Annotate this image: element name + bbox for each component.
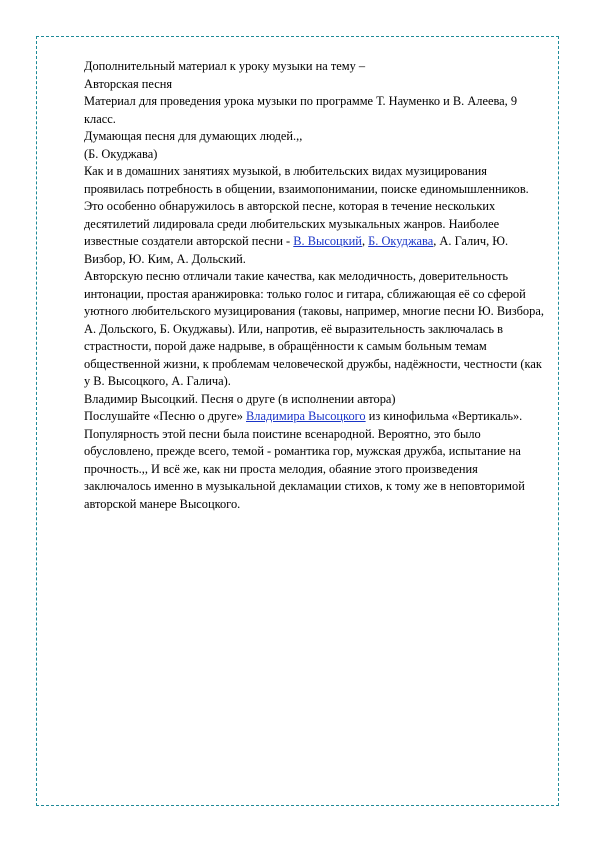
paragraph-1-text: Как и в домашних занятиях музыкой, в любительских видах музицирования проявилась потребность в общении, взаимопонимании, поиске единомышленников. Это особенно обнаружилось в авторской песне, которая в течение нескольких десятилетий лидировала среди любительских музыкальных жанров. Наиболее известные создатели авторской песни - bbox=[84, 164, 529, 248]
epigraph: Думающая песня для думающих людей.,, bbox=[84, 129, 303, 143]
paragraph-1-separator: , bbox=[361, 234, 369, 248]
paragraph-3 bbox=[84, 408, 544, 513]
paragraph-2: Авторскую песню отличали такие качества, как мелодичность, доверительность интонации, простая аранжировка: только голос и гитара, сближающая её со сферой уютного любительского музицирования (таковы, например, многие песни Ю. Визбора, А. Дольского, Б. Окуджавы). Или, напротив, её выразительность заключалась в страстности, порой даже надрыве, в обращённости к самым больным темам общественной жизни, к проблемам человеческой дружбы, надёжности, честности (как у В. Высоцкого, А. Галича). bbox=[84, 269, 544, 388]
intro-paragraph: Материал для проведения урока музыки по программе Т. Науменко и В. Алеева, 9 класс. bbox=[84, 94, 518, 126]
epigraph-author: (Б. Окуджава) bbox=[84, 146, 158, 161]
paragraph-3-text: Послушайте «Песню о друге» bbox=[84, 409, 246, 423]
title-line-2: Авторская песня bbox=[84, 76, 173, 91]
link-vysotsky[interactable]: В. Высоцкий bbox=[293, 234, 362, 248]
paragraph-1-text-end: , А. Галич, Ю. Визбор, Ю. Ким, А. Дольский. bbox=[84, 234, 509, 266]
paragraph-1 bbox=[84, 163, 544, 268]
section-heading: Владимир Высоцкий. Песня о друге (в исполнении автора) bbox=[84, 391, 396, 406]
title-line-1: Дополнительный материал к уроку музыки на тему – bbox=[84, 59, 366, 73]
document-content bbox=[84, 58, 544, 513]
paragraph-3-text-end: из кинофильма «Вертикаль». Популярность этой песни была поистине всенародной. Вероятно, это было обусловлено, прежде всего, темой - романтика гор, мужская дружба, испытание на прочность.,, И всё же, как ни проста мелодия, обаяние этого произведения заключалось именно в музыкальной декламации стихов, к тому же в неповторимой авторской манере Высоцкого. bbox=[84, 409, 525, 511]
link-vladimir-vysotsky[interactable]: Владимира Высоцкого bbox=[246, 409, 366, 423]
link-okudzhava[interactable]: Б. Окуджава bbox=[368, 234, 434, 248]
